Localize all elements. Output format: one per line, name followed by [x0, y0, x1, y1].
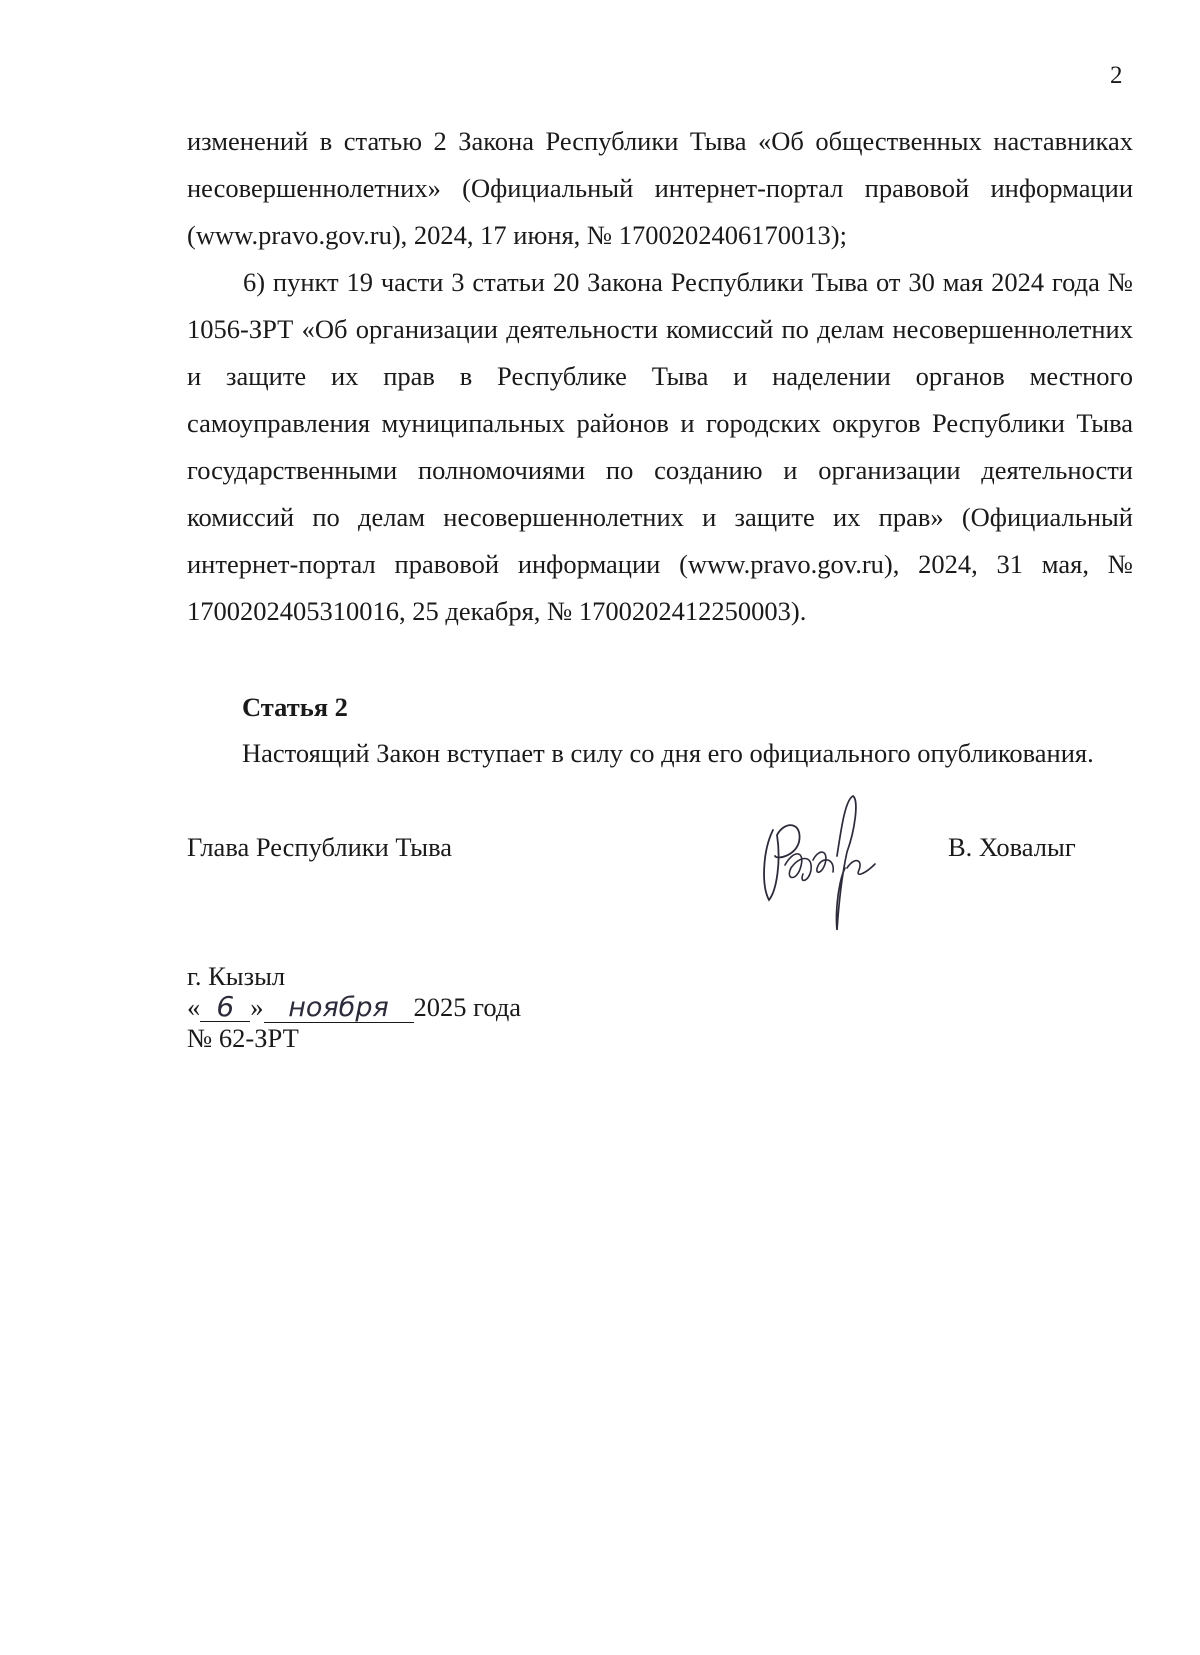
date-month-handwritten: ноября	[264, 994, 414, 1023]
date-open-quote: «	[187, 992, 201, 1022]
paragraph-item-6: 6) пункт 19 части 3 статьи 20 Закона Республики Тыва от 30 мая 2024 года № 1056-ЗРТ «Об организации деятельности комиссий по делам несовершеннолетних и защите их прав в Республике Тыва и наделении органов местного самоуправления муниципальных районов и городских округов Республики Тыва государственными полномочиями по созданию и организации деятельности комиссий по делам несовершеннолетних и защите их прав» (Официальный интернет-портал правовой информации (www.pravo.gov.ru), 2024, 31 мая, № 1700202405310016, 25 декабря, № 1700202412250003).	[187, 267, 1133, 626]
date-day-handwritten: 6	[200, 993, 250, 1022]
article-heading: Статья 2	[242, 692, 348, 722]
handwritten-signature	[755, 790, 915, 940]
page-number: 2	[1110, 62, 1123, 89]
date-line	[187, 992, 521, 1023]
signer-name: В. Ховалыг	[948, 832, 1076, 862]
document-body	[187, 118, 1133, 635]
date-year: 2025 года	[413, 992, 522, 1022]
paragraph-continuation: изменений в статью 2 Закона Республики Тыва «Об общественных наставниках несовершеннолетних» (Официальный интернет-портал правовой информации (www.pravo.gov.ru), 2024, 17 июня, № 1700202406170013);	[187, 126, 1133, 250]
date-close-quote: »	[250, 992, 264, 1022]
city-line: г. Кызыл	[187, 961, 286, 991]
signer-title: Глава Республики Тыва	[187, 832, 453, 862]
article-text: Настоящий Закон вступает в силу со дня его официального опубликования.	[242, 738, 1094, 768]
law-number: № 62-ЗРТ	[187, 1023, 299, 1053]
place-date-block	[187, 961, 521, 1054]
